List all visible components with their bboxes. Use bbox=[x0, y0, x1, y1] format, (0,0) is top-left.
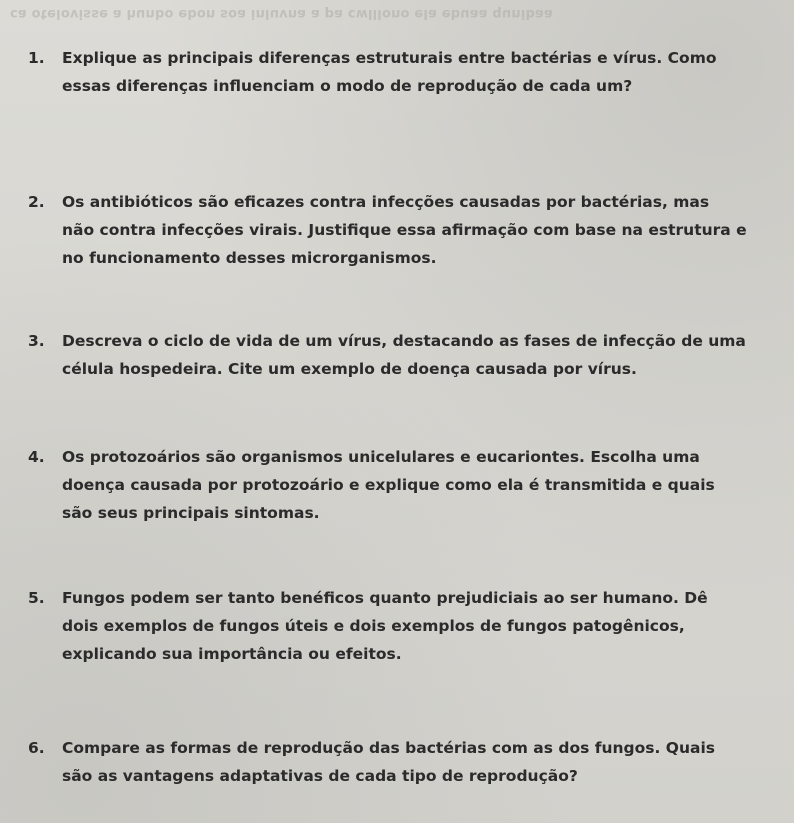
question-text bbox=[62, 44, 794, 100]
question-number: 4. bbox=[28, 448, 45, 466]
question-line: Compare as formas de reprodução das bactérias com as dos fungos. Quais bbox=[62, 739, 715, 757]
question-line: dois exemplos de fungos úteis e dois exemplos de fungos patogênicos, bbox=[62, 617, 685, 635]
question-number: 3. bbox=[28, 332, 45, 350]
question-line: são seus principais sintomas. bbox=[62, 504, 320, 522]
question-line: no funcionamento desses microrganismos. bbox=[62, 249, 437, 267]
question-number: 1. bbox=[28, 49, 45, 67]
question-line: não contra infecções virais. Justifique essa afirmação com base na estrutura e bbox=[62, 221, 747, 239]
question-text bbox=[62, 327, 794, 383]
question-line: explicando sua importância ou efeitos. bbox=[62, 645, 402, 663]
bleed-through-text: ca otelovisse a hunbo ebon soa inluvna a pa cwlllono ela ebuaa qunibaa bbox=[10, 6, 553, 21]
question-number: 2. bbox=[28, 193, 45, 211]
question-line: Descreva o ciclo de vida de um vírus, destacando as fases de infecção de uma bbox=[62, 332, 746, 350]
question-line: Os protozoários são organismos unicelulares e eucariontes. Escolha uma bbox=[62, 448, 700, 466]
question-text bbox=[62, 584, 794, 668]
question-line: Os antibióticos são eficazes contra infecções causadas por bactérias, mas bbox=[62, 193, 710, 211]
question-number: 6. bbox=[28, 739, 45, 757]
question-line: Fungos podem ser tanto benéficos quanto prejudiciais ao ser humano. Dê bbox=[62, 589, 708, 607]
question-line: célula hospedeira. Cite um exemplo de doença causada por vírus. bbox=[62, 360, 637, 378]
question-line: essas diferenças influenciam o modo de reprodução de cada um? bbox=[62, 77, 633, 95]
question-text bbox=[62, 188, 794, 272]
question-line: são as vantagens adaptativas de cada tipo de reprodução? bbox=[62, 767, 578, 785]
question-line: doença causada por protozoário e explique como ela é transmitida e quais bbox=[62, 476, 715, 494]
question-number: 5. bbox=[28, 589, 45, 607]
question-text bbox=[62, 443, 794, 527]
question-text bbox=[62, 734, 794, 790]
question-line: Explique as principais diferenças estruturais entre bactérias e vírus. Como bbox=[62, 49, 717, 67]
